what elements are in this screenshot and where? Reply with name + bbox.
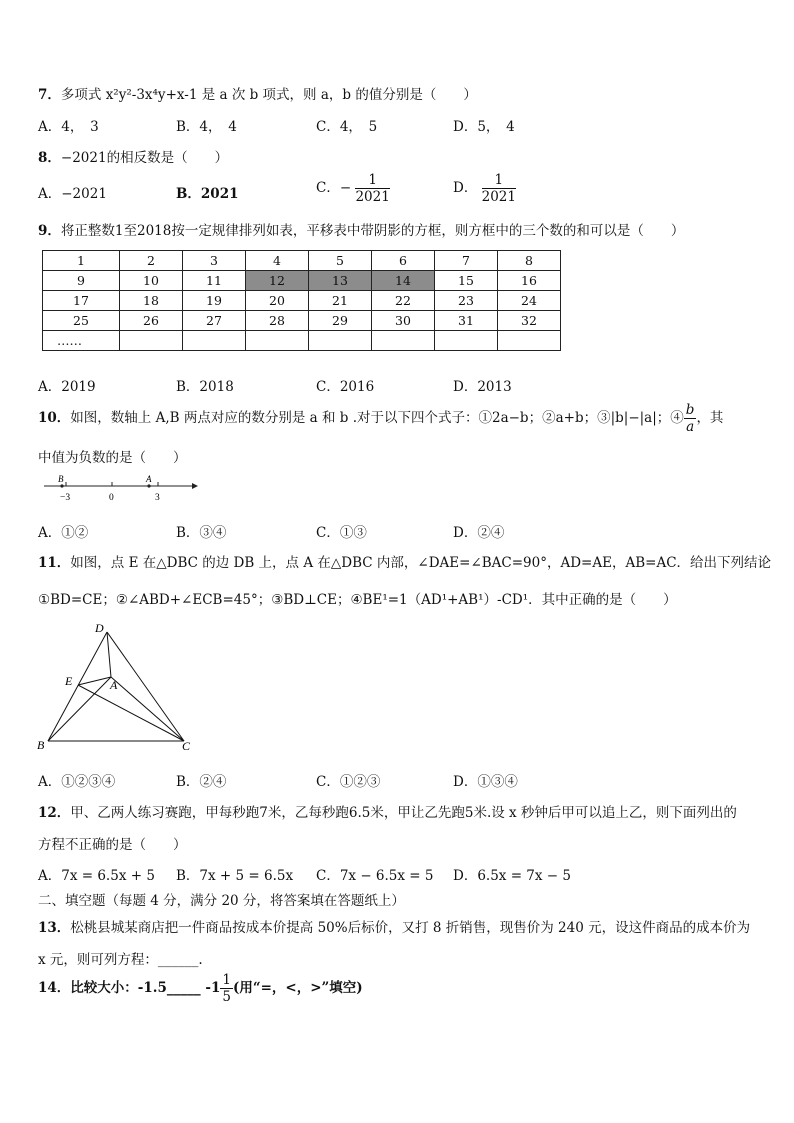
q12-stem: [38, 801, 737, 821]
q8-options: [38, 172, 598, 212]
q12-number: 12．: [38, 805, 71, 821]
table-cell: 9: [43, 271, 120, 291]
label-c: C: [182, 739, 191, 753]
q14-frac-numerator: 1: [222, 972, 231, 988]
q12-option-c: C．7x − 6.5x = 5: [316, 868, 434, 884]
q8-c-numerator: 1: [355, 172, 389, 189]
shaded-cell: 12: [246, 271, 309, 291]
q9-option-b: B．2018: [176, 379, 234, 395]
q12-line2: 方程不正确的是（ ）: [38, 837, 187, 853]
table-cell: 2: [120, 251, 183, 271]
q7-option-d: D．5， 4: [453, 119, 515, 135]
q12-text: 甲、乙两人练习赛跑，甲每秒跑7米，乙每秒跑6.5米，甲让乙先跑5米.设 x 秒钟后甲可以追上乙，则下面列出的: [70, 805, 737, 821]
shaded-cell: 13: [309, 271, 372, 291]
q13-number: 13．: [38, 920, 71, 936]
q10-frac-denominator: a: [686, 419, 695, 435]
q9-option-a: A．2019: [38, 379, 96, 395]
q10-text: 如图，数轴上 A,B 两点对应的数分别是 a 和 b .对于以下四个式子：①2a−b；②a+b；③|b|−|a|；④: [70, 410, 684, 426]
table-row: [43, 331, 561, 351]
table-cell: 17: [43, 291, 120, 311]
shaded-cell: 14: [372, 271, 435, 291]
table-cell: [498, 331, 561, 351]
table-row: [43, 311, 561, 331]
table-cell: 30: [372, 311, 435, 331]
q11-text: 如图，点 E 在△DBC 的边 DB 上，点 A 在△DBC 内部，∠DAE=∠BAC=90°，AD=AE，AB=AC．给出下列结论: [70, 555, 772, 571]
q8-option-c-fraction: [355, 172, 389, 205]
q14-number: 14．: [38, 980, 71, 996]
table-cell: 18: [120, 291, 183, 311]
q7-option-c: C．4， 5: [316, 119, 378, 135]
q8-d-numerator: 1: [482, 172, 516, 189]
table-cell: 32: [498, 311, 561, 331]
label-e: E: [65, 674, 73, 688]
segment-ea: [78, 677, 111, 685]
q10-number: 10．: [38, 410, 71, 426]
q8-d-denominator: 2021: [481, 189, 516, 205]
q10-frac-numerator: b: [685, 402, 695, 418]
q11-option-c: C．①②③: [316, 774, 381, 790]
table-cell: 20: [246, 291, 309, 311]
q13-line2: x 元，则可列方程：______.: [38, 952, 203, 968]
number-line-arrow: [192, 483, 198, 489]
q7-text: 多项式 x²y²-3x⁴y+x-1 是 a 次 b 项式，则 a，b 的值分别是（ ）: [60, 87, 477, 103]
q8-option-b: B．2021: [176, 186, 239, 202]
table-cell: 16: [498, 271, 561, 291]
tick-label: −3: [60, 493, 71, 503]
label-d: D: [95, 621, 104, 635]
table-cell: 11: [183, 271, 246, 291]
q11-stem: [38, 551, 771, 571]
q8-option-c-prefix: C．−: [316, 180, 352, 196]
q11-option-d: D．①③④: [453, 774, 518, 790]
q10-option-c: C．①③: [316, 525, 367, 541]
triangle-figure: [34, 618, 204, 758]
q7-number: 7．: [38, 87, 61, 103]
table-cell: 8: [498, 251, 561, 271]
number-line-figure: [42, 472, 202, 506]
q8-stem: [38, 146, 228, 166]
q8-text: −2021的相反数是（ ）: [60, 150, 229, 166]
q12-option-b: B．7x + 5 = 6.5x: [176, 868, 294, 884]
q8-option-d-prefix: D．: [453, 180, 478, 196]
q9-option-c: C．2016: [316, 379, 375, 395]
point-a: [147, 484, 150, 487]
tick-label: 0: [109, 493, 114, 503]
q8-option-a: A．−2021: [38, 186, 107, 202]
q13-stem: [38, 916, 750, 936]
q14-fraction: [220, 972, 233, 1005]
table-cell: [120, 331, 183, 351]
q10-option-d: D．②④: [453, 525, 505, 541]
q7-option-b: B．4， 4: [176, 119, 237, 135]
q9-option-d: D．2013: [453, 379, 512, 395]
segment-ba: [48, 677, 111, 741]
table-cell: 22: [372, 291, 435, 311]
table-cell: 7: [435, 251, 498, 271]
q10-option-a: A．①②: [38, 525, 89, 541]
q10-fraction: [684, 402, 697, 435]
q8-number: 8．: [38, 150, 61, 166]
q13-text: 松桃县城某商店把一件商品按成本价提高 50%后标价，又打 8 折销售，现售价为 240 元，设这件商品的成本价为: [70, 920, 751, 936]
q11-number: 11．: [38, 555, 71, 571]
q12-option-a: A．7x = 6.5x + 5: [38, 868, 155, 884]
table-cell: 23: [435, 291, 498, 311]
table-cell: 31: [435, 311, 498, 331]
table-cell: [372, 331, 435, 351]
q10-text-end: ，其: [696, 410, 724, 426]
q8-option-d-fraction: [482, 172, 516, 205]
q9-stem: [38, 219, 684, 239]
q11-option-a: A．①②③④: [38, 774, 116, 790]
q10-option-b: B．③④: [176, 525, 227, 541]
q14-text-b: (用“=，<，>”填空): [232, 980, 363, 996]
table-cell: 24: [498, 291, 561, 311]
table-cell: 28: [246, 311, 309, 331]
section-heading: 二、填空题（每题 4 分，满分 20 分，将答案填在答题纸上）: [38, 893, 405, 909]
label-b: B: [37, 738, 45, 752]
q7-stem: [38, 83, 477, 103]
q10-line2: 中值为负数的是（ ）: [38, 450, 187, 466]
table-cell: 5: [309, 251, 372, 271]
point-b: [60, 484, 63, 487]
segment-bd: [48, 632, 107, 741]
q9-text: 将正整数1至2018按一定规律排列如表，平移表中带阴影的方框，则方框中的三个数的和可以是（ ）: [60, 223, 685, 239]
table-row: [43, 251, 561, 271]
table-cell: 1: [43, 251, 120, 271]
q14-text-a: 比较大小：-1.5_____ -1: [70, 980, 221, 996]
point-a-label: A: [146, 474, 152, 484]
table-cell: 3: [183, 251, 246, 271]
table-cell: [183, 331, 246, 351]
q10-stem: [38, 402, 723, 435]
q11-option-b: B．②④: [176, 774, 227, 790]
q9-number: 9．: [38, 223, 61, 239]
number-table: [42, 250, 561, 351]
q8-c-denominator: 2021: [355, 189, 390, 205]
segment-dc: [107, 632, 184, 741]
table-cell: [435, 331, 498, 351]
table-cell: [309, 331, 372, 351]
table-cell: 15: [435, 271, 498, 291]
q7-option-a: A．4， 3: [38, 119, 99, 135]
table-cell: 21: [309, 291, 372, 311]
tick-label: 3: [155, 493, 160, 503]
table-cell: ……: [43, 331, 120, 351]
table-cell: 6: [372, 251, 435, 271]
table-cell: 19: [183, 291, 246, 311]
q14-frac-denominator: 5: [222, 989, 231, 1005]
q8-option-d: [453, 172, 516, 205]
q14-stem: [38, 972, 363, 1005]
table-row: [43, 291, 561, 311]
table-cell: 4: [246, 251, 309, 271]
table-cell: 10: [120, 271, 183, 291]
table-cell: [246, 331, 309, 351]
segment-da: [107, 632, 111, 677]
table-cell: 25: [43, 311, 120, 331]
q11-line2: ①BD=CE；②∠ABD+∠ECB=45°；③BD⊥CE；④BE¹=1（AD¹+AB¹）-CD¹．其中正确的是（ ）: [38, 592, 677, 608]
table-cell: 26: [120, 311, 183, 331]
segment-ec: [78, 685, 184, 741]
table-cell: 27: [183, 311, 246, 331]
point-b-label: B: [58, 474, 64, 484]
q12-option-d: D．6.5x = 7x − 5: [453, 868, 571, 884]
label-a: A: [110, 678, 118, 692]
table-cell: 29: [309, 311, 372, 331]
table-row: [43, 271, 561, 291]
q8-option-c: [316, 172, 390, 205]
segment-ac: [111, 677, 184, 741]
